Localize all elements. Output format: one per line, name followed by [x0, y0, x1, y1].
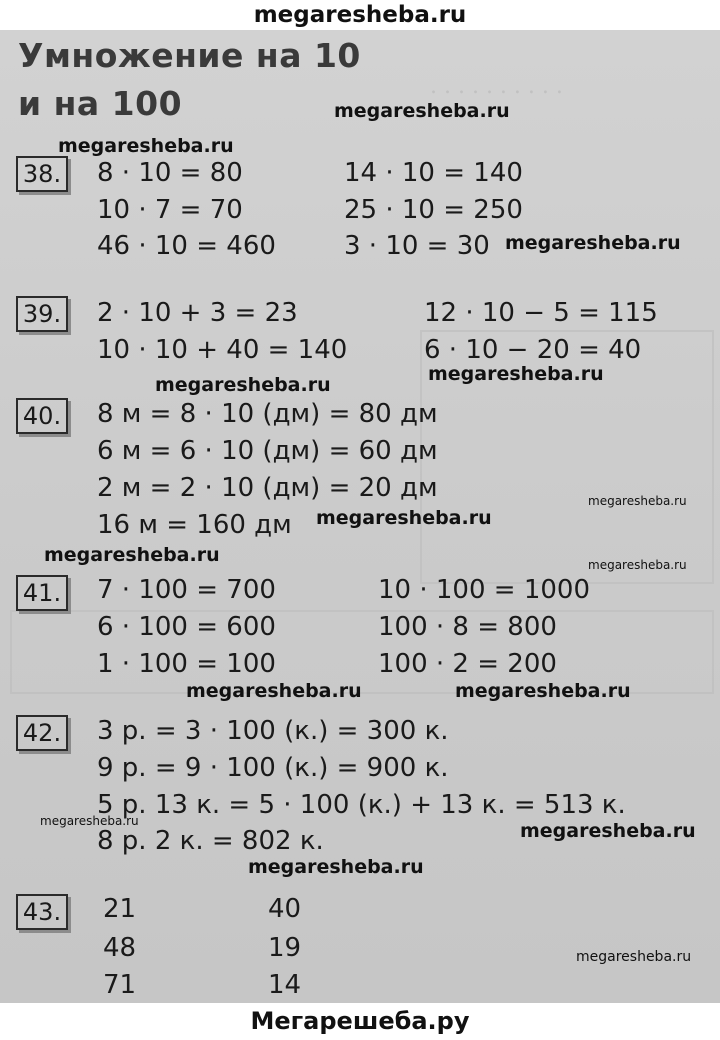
exercise-number-41: 41.	[16, 575, 68, 611]
watermark: megaresheba.ru	[455, 680, 631, 702]
ex42-line-2: 9 р. = 9 · 100 (к.) = 900 к.	[97, 753, 449, 783]
ex40-line-4: 16 м = 160 дм	[97, 510, 292, 540]
ex38-row-1-right: 14 · 10 = 140	[344, 158, 523, 188]
ex41-row-2-right: 100 · 8 = 800	[378, 612, 557, 642]
watermark: megaresheba.ru	[248, 856, 424, 878]
ex38-row-3-left: 46 · 10 = 460	[97, 231, 276, 261]
exercise-number-43: 43.	[16, 894, 68, 930]
ex42-line-1: 3 р. = 3 · 100 (к.) = 300 к.	[97, 716, 449, 746]
ex40-line-3: 2 м = 2 · 10 (дм) = 20 дм	[97, 473, 438, 503]
ex39-row-2-left: 10 · 10 + 40 = 140	[97, 335, 348, 365]
watermark: megaresheba.ru	[186, 680, 362, 702]
watermark: megaresheba.ru	[44, 544, 220, 566]
exercise-number-40: 40.	[16, 398, 68, 434]
bottom-watermark: Мегарешеба.ру	[250, 1007, 470, 1035]
ex41-row-2-left: 6 · 100 = 600	[97, 612, 276, 642]
watermark: megaresheba.ru	[58, 135, 234, 157]
ex42-line-4: 8 р. 2 к. = 802 к.	[97, 826, 324, 856]
ex42-line-3: 5 р. 13 к. = 5 · 100 (к.) + 13 к. = 513 к.	[97, 790, 626, 820]
watermark: megaresheba.ru	[520, 820, 696, 842]
page-title-line-2: и на 100	[18, 84, 183, 123]
bleed-through-text: . . . . . . . . . .	[430, 74, 563, 99]
ex38-row-3-right: 3 · 10 = 30	[344, 231, 490, 261]
ex39-row-1-left: 2 · 10 + 3 = 23	[97, 298, 298, 328]
bottom-watermark-bar	[0, 1003, 720, 1040]
ex43-row-3-right: 14	[268, 970, 302, 1000]
ex41-row-1-right: 10 · 100 = 1000	[378, 575, 590, 605]
ex43-row-1-right: 40	[268, 894, 302, 924]
ex43-row-2-left: 48	[103, 933, 137, 963]
page-title-line-1: Умножение на 10	[18, 36, 361, 75]
ex40-line-1: 8 м = 8 · 10 (дм) = 80 дм	[97, 399, 438, 429]
exercise-number-38: 38.	[16, 156, 68, 192]
watermark: megaresheba.ru	[316, 507, 492, 529]
ex40-line-2: 6 м = 6 · 10 (дм) = 60 дм	[97, 436, 438, 466]
top-watermark: megaresheba.ru	[253, 2, 467, 28]
watermark: megaresheba.ru	[588, 494, 687, 508]
ex41-row-3-left: 1 · 100 = 100	[97, 649, 276, 679]
watermark: megaresheba.ru	[40, 814, 139, 828]
ex38-row-2-left: 10 · 7 = 70	[97, 195, 243, 225]
ex39-row-1-right: 12 · 10 − 5 = 115	[424, 298, 658, 328]
exercise-number-42: 42.	[16, 715, 68, 751]
ex41-row-3-right: 100 · 2 = 200	[378, 649, 557, 679]
ex38-row-2-right: 25 · 10 = 250	[344, 195, 523, 225]
ex39-row-2-right: 6 · 10 − 20 = 40	[424, 335, 642, 365]
top-watermark-bar	[0, 0, 720, 30]
textbook-page	[0, 30, 720, 1003]
ex43-row-1-left: 21	[103, 894, 137, 924]
ex43-row-2-right: 19	[268, 933, 302, 963]
ex41-row-1-left: 7 · 100 = 700	[97, 575, 276, 605]
watermark: megaresheba.ru	[505, 232, 681, 254]
watermark: megaresheba.ru	[576, 949, 692, 965]
ex38-row-1-left: 8 · 10 = 80	[97, 158, 243, 188]
watermark: megaresheba.ru	[588, 558, 687, 572]
watermark: megaresheba.ru	[155, 374, 331, 396]
exercise-number-39: 39.	[16, 296, 68, 332]
ex43-row-3-left: 71	[103, 970, 137, 1000]
watermark: megaresheba.ru	[428, 363, 604, 385]
watermark: megaresheba.ru	[334, 100, 510, 122]
